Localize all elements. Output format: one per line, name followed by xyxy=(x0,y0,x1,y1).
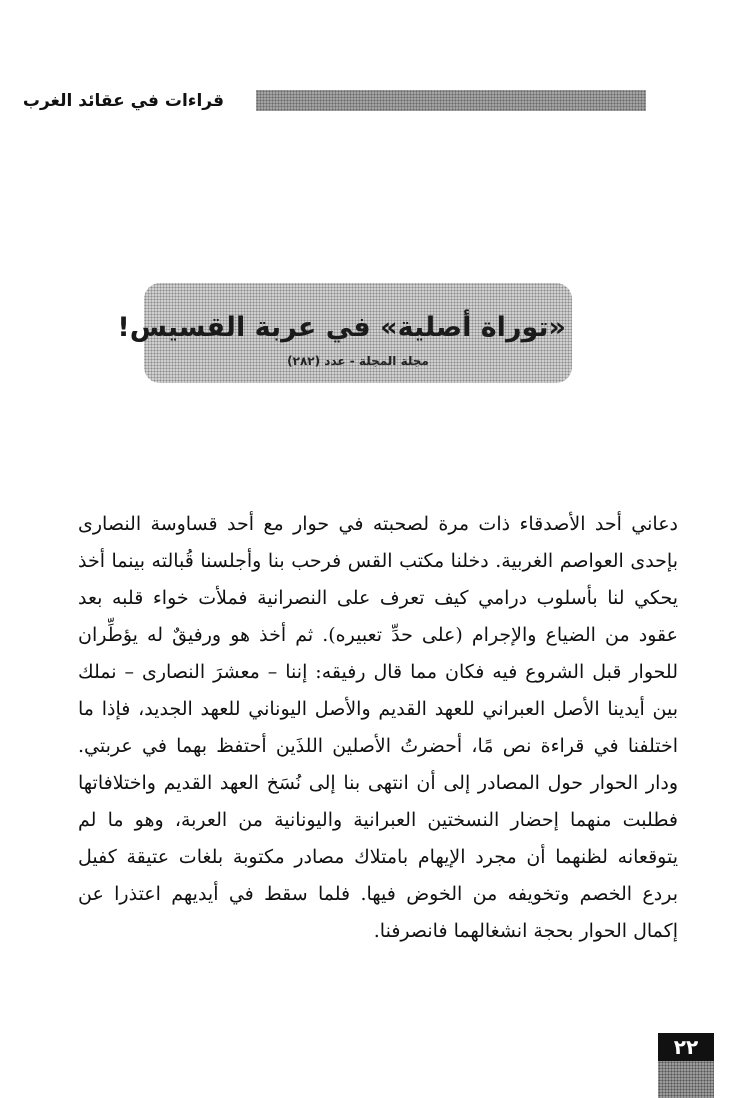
header-decorative-band xyxy=(256,90,646,111)
article-title: «توراة أصلية» في عربة القسيس! xyxy=(117,312,566,343)
article-source: مجلة المجلة - عدد (٢٨٢) xyxy=(287,354,429,368)
body-paragraph: دعاني أحد الأصدقاء ذات مرة لصحبته في حوار مع أحد قساوسة النصارى بإحدى العواصم الغربية. دخلنا مكتب القس فرحب بنا وأجلسنا قُبالته بينما أخذ يحكي لنا بأسلوب درامي كيف تعرف على النصرانية فملأت خواء قلبه بعد عقود من الضياع والإجرام (على حدِّ تعبيره). ثم أخذ هو ورفيقٌ له يؤطِّران للحوار قبل الشروع فيه فكان مما قال رفيقه: إننا – معشرَ النصارى – نملك بين أيدينا الأصل العبراني للعهد القديم والأصل اليوناني للعهد الجديد، فإذا ما اختلفنا في قراءة نص مًا، أحضرتُ الأصلين اللذَين أحتفظ بهما في عربتي. ودار الحوار حول المصادر إلى أن انتهى بنا إلى نُسَخ العهد القديم واختلافاتها فطلبت منهما إحضار النسختين العبرانية واليونانية من العربة، وهو ما لم يتوقعانه لظنهما أن مجرد الإيهام بامتلاك مصادر مكتوبة بلغات عتيقة كفيل بردع الخصم وتخويفه من الخوض فيها. فلما سقط في أيديهم اعتذرا عن إكمال الحوار بحجة انشغالهما فانصرفنا. xyxy=(78,513,678,942)
running-header-title: قراءات في عقائد الغرب xyxy=(22,91,224,111)
footer-decorative-band xyxy=(658,1061,714,1098)
page-number: ٢٢ xyxy=(658,1033,714,1061)
